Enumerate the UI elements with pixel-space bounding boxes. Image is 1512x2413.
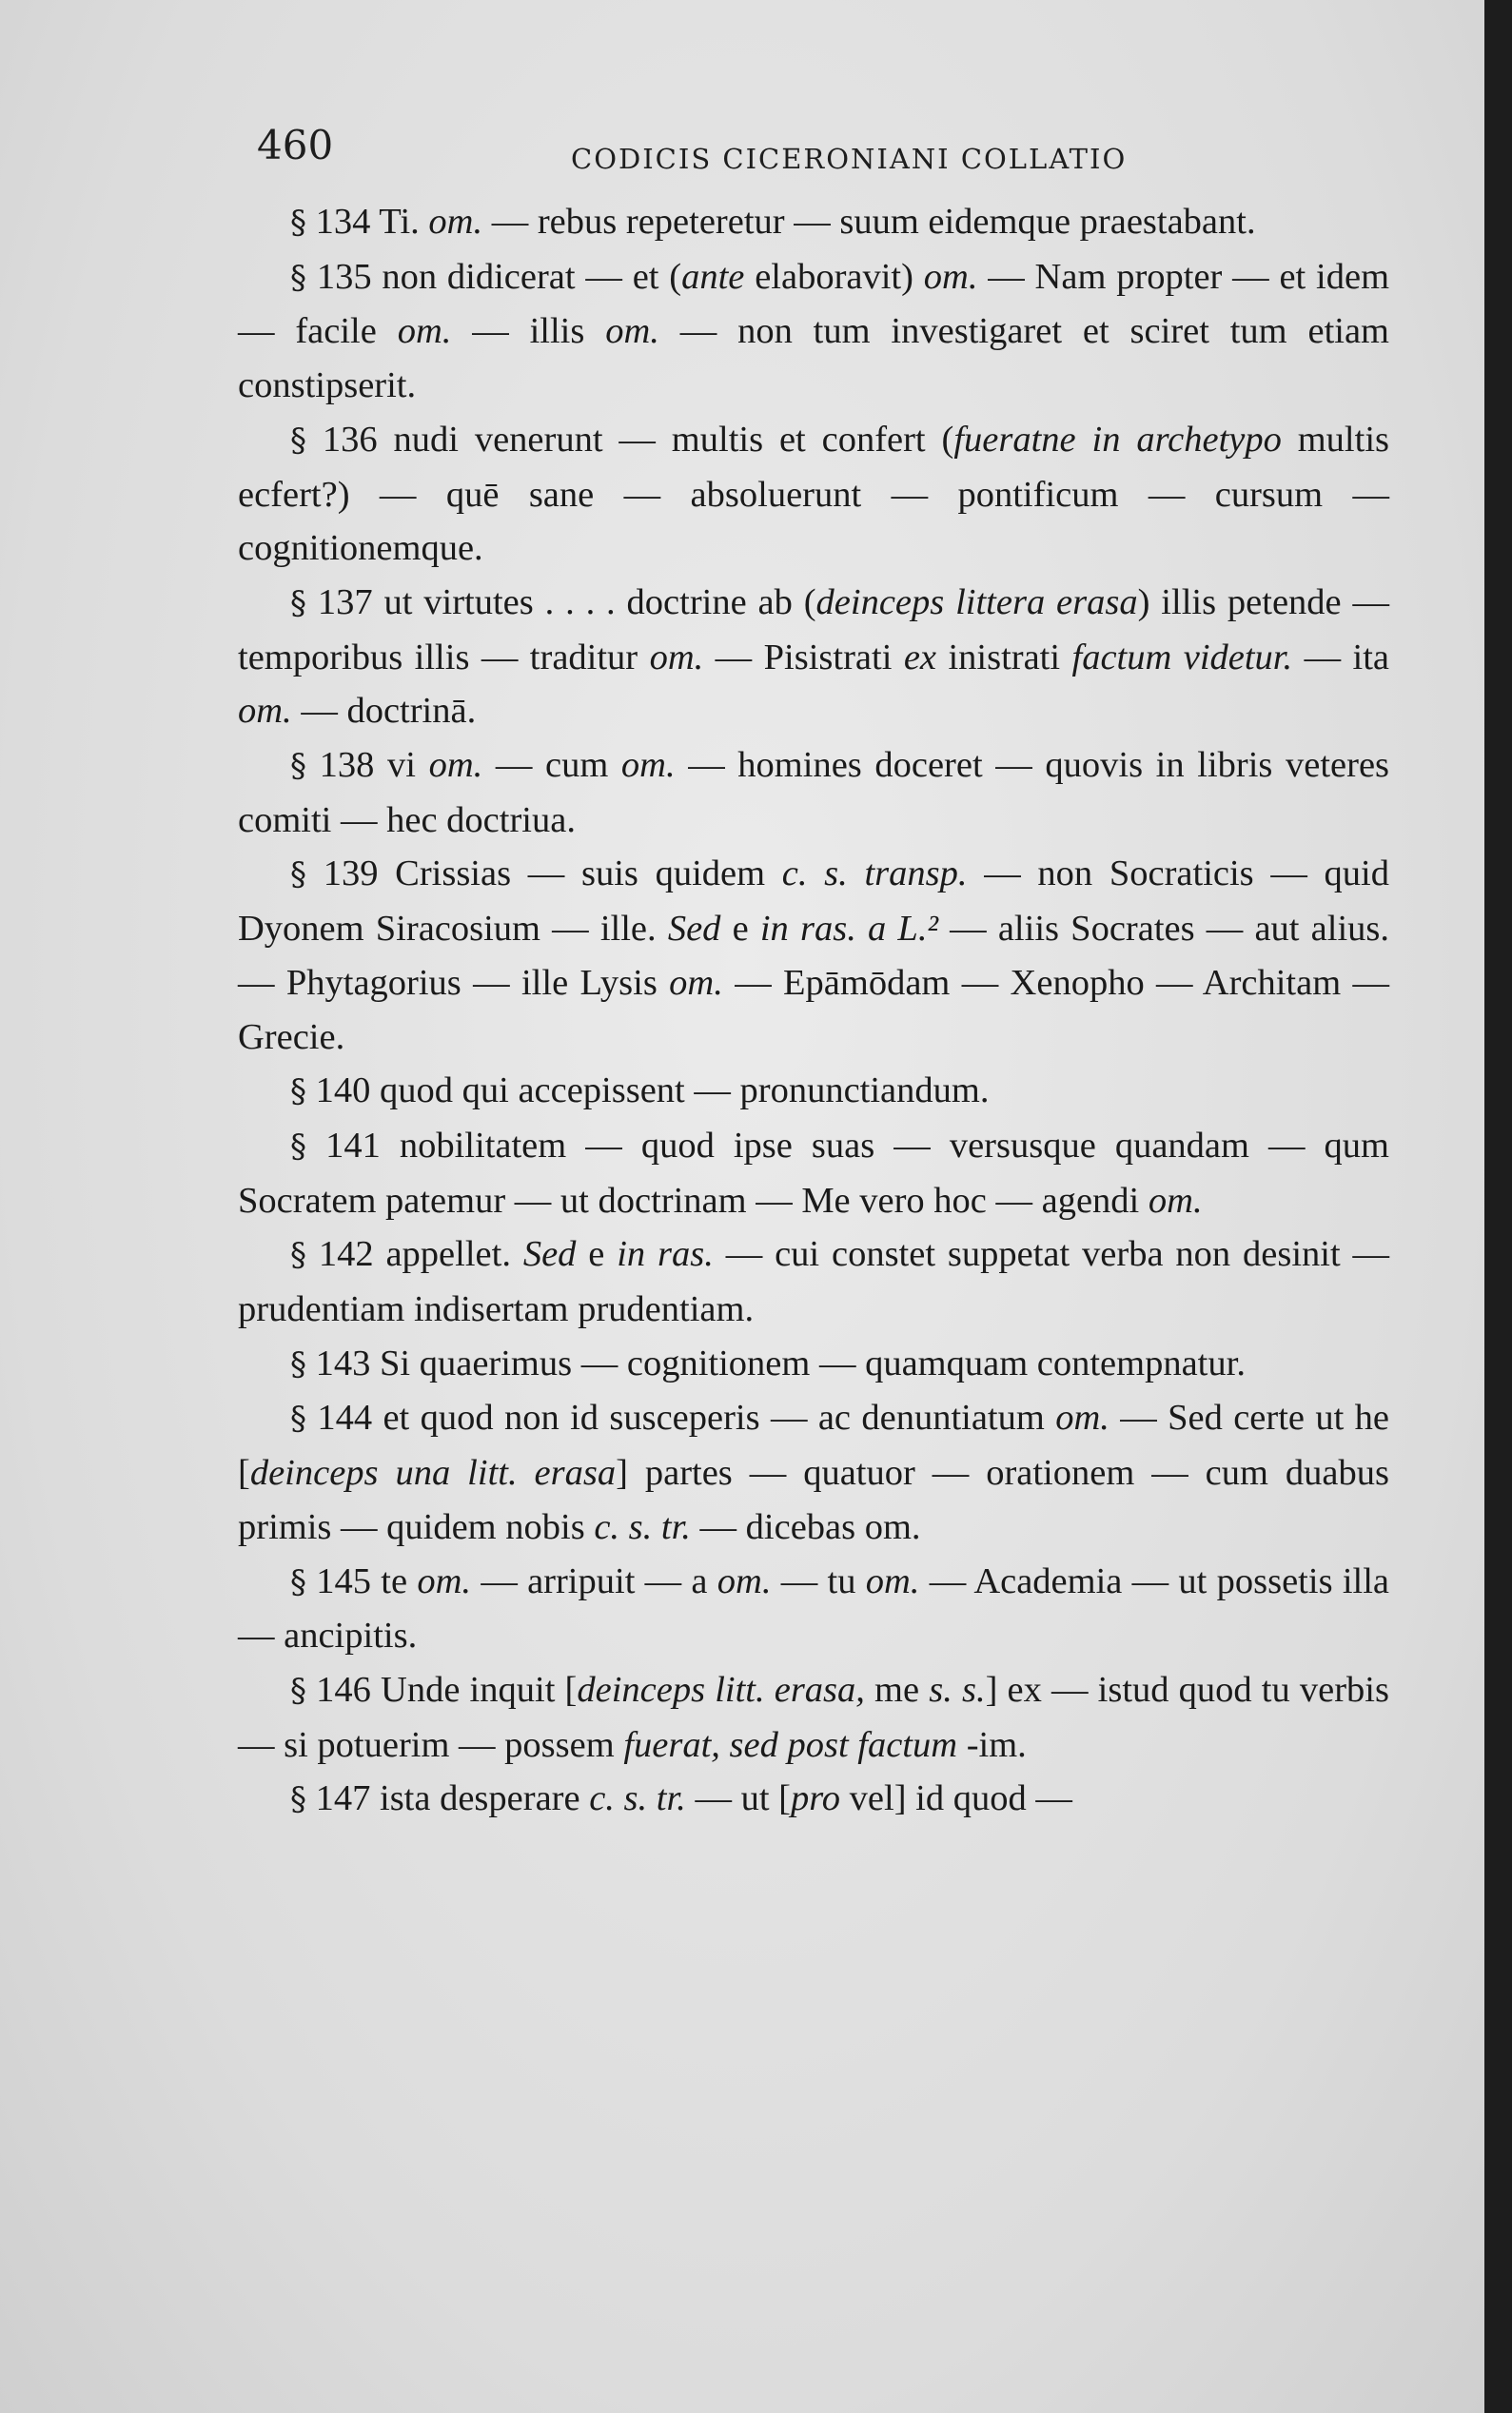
italic-note: om. — [428, 202, 483, 242]
section-number: 136 — [322, 419, 378, 460]
section-symbol: § — [290, 1562, 306, 1601]
text-segment: inistrati — [936, 637, 1072, 677]
text-segment: ) illis petende — temporibus illis — traditur — [238, 581, 1389, 677]
section-symbol: § — [290, 258, 306, 297]
section-symbol: § — [290, 747, 306, 786]
section-symbol: § — [290, 1344, 306, 1383]
italic-note: om. — [669, 962, 723, 1003]
paragraph-139 — [238, 847, 1389, 1064]
section-number: 140 — [315, 1070, 371, 1111]
text-segment: — Epāmōdam — Xenopho — Architam — Grecie. — [238, 962, 1389, 1057]
text-segment: nobilitatem — quod ipse suas — versusque quandam — qum Socratem patemur — ut doctrinam — Me vero hoc — agendi — [238, 1125, 1390, 1221]
paragraph-142 — [238, 1227, 1389, 1336]
italic-note: om. — [865, 1560, 920, 1601]
text-segment: — aliis Socrates — aut alius. — Phytagorius — ille Lysis — [238, 909, 1389, 1003]
text-segment: e — [720, 909, 760, 950]
text-segment: Unde inquit [ — [370, 1669, 578, 1710]
text-segment: — tu — [771, 1560, 866, 1601]
text-segment: — non tum investigaret et sciret tum etiam constipserit. — [238, 311, 1389, 406]
italic-note: om. — [717, 1560, 772, 1601]
italic-note: Sed — [667, 909, 721, 950]
text-segment: — homines doceret — quovis in libris veteres comiti — hec doctriua. — [238, 745, 1390, 840]
text-segment: — Academia — ut possetis illa — ancipitis. — [238, 1560, 1389, 1657]
section-symbol: § — [290, 1236, 306, 1275]
section-number: 142 — [318, 1234, 374, 1275]
paragraph-138 — [238, 738, 1389, 847]
text-segment: Ti. — [370, 202, 429, 242]
text-segment: non didicerat — et ( — [371, 256, 682, 297]
italic-note: factum videtur. — [1071, 637, 1293, 677]
text-segment: — dicebas om. — [690, 1506, 921, 1547]
running-head: CODICIS CICERONIANI COLLATIO — [571, 143, 1128, 175]
text-segment: — Pisistrati — [703, 637, 904, 677]
italic-note: om. — [1148, 1180, 1203, 1221]
paragraph-141 — [238, 1119, 1389, 1227]
italic-note: om. — [649, 637, 704, 677]
paragraph-137 — [238, 576, 1389, 738]
section-symbol: § — [290, 855, 306, 894]
text-segment: — cum — [482, 745, 621, 786]
text-segment: te — [371, 1560, 418, 1601]
text-segment: ] ex — istud quod tu verbis — si potuerim — possem — [238, 1669, 1389, 1765]
italic-note: fuerat, sed post factum — [623, 1724, 958, 1765]
italic-note: deinceps litt. erasa, — [577, 1669, 865, 1710]
italic-note: om. — [923, 256, 978, 297]
italic-note: pro — [790, 1778, 841, 1819]
italic-note: in ras. a L.² — [759, 909, 938, 950]
italic-note: c. s. transp. — [781, 853, 968, 894]
section-symbol: § — [290, 1400, 306, 1439]
italic-note: om. — [397, 311, 452, 352]
section-symbol: § — [290, 204, 306, 242]
section-number: 138 — [319, 745, 375, 786]
section-number: 135 — [316, 256, 372, 297]
section-symbol: § — [290, 421, 306, 460]
section-symbol: § — [290, 583, 306, 622]
paragraph-136 — [238, 413, 1389, 576]
section-number: 147 — [315, 1778, 371, 1819]
paragraph-140 — [238, 1064, 1389, 1119]
text-segment: multis ecfert?) — quē sane — absoluerunt — pontificum — cursum — cognitionemque. — [238, 419, 1390, 569]
text-segment: ] partes — quatuor — orationem — cum duabus primis — quidem nobis — [238, 1453, 1389, 1547]
section-number: 139 — [323, 853, 379, 894]
text-segment: elaboravit) — [744, 256, 924, 297]
paragraph-134 — [238, 195, 1389, 250]
italic-note: deinceps littera erasa — [815, 581, 1138, 622]
text-segment: et quod non id susceperis — ac denuntiatum — [372, 1398, 1056, 1439]
italic-note: fueratne in archetypo — [953, 419, 1282, 460]
text-segment: ut virtutes . . . . doctrine ab ( — [372, 581, 816, 622]
paragraph-147 — [238, 1772, 1389, 1827]
italic-note: om. — [238, 691, 292, 732]
italic-note: c. s. tr. — [589, 1778, 686, 1819]
italic-note: c. s. tr. — [594, 1506, 691, 1547]
italic-note: om. — [620, 745, 676, 786]
text-segment: me — [864, 1669, 930, 1710]
section-number: 146 — [316, 1669, 371, 1710]
text-segment: — doctrinā. — [291, 691, 477, 732]
section-symbol: § — [290, 1127, 306, 1166]
italic-note: om. — [605, 311, 659, 352]
text-segment: — Nam propter — et idem — facile — [238, 256, 1390, 352]
italic-note: om. — [428, 745, 483, 786]
book-spine-edge — [1484, 0, 1512, 2413]
text-segment: vel] id quod — — [840, 1778, 1072, 1819]
section-number: 134 — [315, 202, 371, 242]
text-segment: vi — [374, 745, 429, 786]
section-number: 137 — [317, 581, 373, 622]
text-segment: — ita — [1292, 637, 1390, 677]
text-segment: Crissias — suis quidem — [378, 853, 782, 894]
text-segment: — ut [ — [685, 1778, 791, 1819]
paragraph-135 — [238, 250, 1389, 413]
text-segment: — non Socraticis — quid Dyonem Siracosium — ille. — [238, 853, 1389, 950]
text-segment: — Sed certe ut he [ — [238, 1398, 1389, 1494]
text-segment: appellet. — [373, 1234, 523, 1275]
text-segment: -im. — [957, 1724, 1027, 1765]
text-segment: quod qui accepissent — pronunctiandum. — [370, 1070, 990, 1111]
paragraph-143 — [238, 1337, 1389, 1392]
section-number: 141 — [325, 1125, 381, 1166]
italic-note: ante — [681, 256, 745, 297]
section-symbol: § — [290, 1072, 306, 1111]
section-number: 145 — [316, 1560, 372, 1601]
italic-note: om. — [1055, 1398, 1109, 1439]
italic-note: deinceps una litt. erasa — [249, 1453, 617, 1494]
text-segment: — arripuit — a — [471, 1560, 717, 1601]
text-segment: e — [576, 1234, 618, 1275]
section-symbol: § — [290, 1671, 306, 1710]
paragraph-145 — [238, 1555, 1389, 1663]
italic-note: om. — [417, 1560, 472, 1601]
text-segment: ista desperare — [370, 1778, 590, 1819]
text-segment: Si quaerimus — cognitionem — quamquam contempnatur. — [370, 1343, 1246, 1383]
italic-note: s. s. — [929, 1669, 986, 1710]
paragraph-144 — [238, 1391, 1389, 1554]
text-segment: — rebus repeteretur — suum eidemque praestabant. — [482, 202, 1256, 242]
page-number: 460 — [257, 122, 334, 168]
section-number: 143 — [315, 1343, 371, 1383]
italic-note: in ras. — [617, 1234, 714, 1275]
paragraph-146 — [238, 1663, 1389, 1772]
collation-text — [238, 195, 1389, 1827]
section-symbol: § — [290, 1780, 306, 1819]
text-segment: nudi venerunt — multis et confert ( — [377, 419, 954, 460]
italic-note: ex — [903, 637, 937, 677]
text-segment: — illis — [451, 311, 606, 352]
text-segment: — cui constet suppetat verba non desinit — prudentiam indisertam prudentiam. — [238, 1234, 1390, 1330]
italic-note: Sed — [522, 1234, 577, 1275]
section-number: 144 — [317, 1398, 373, 1439]
